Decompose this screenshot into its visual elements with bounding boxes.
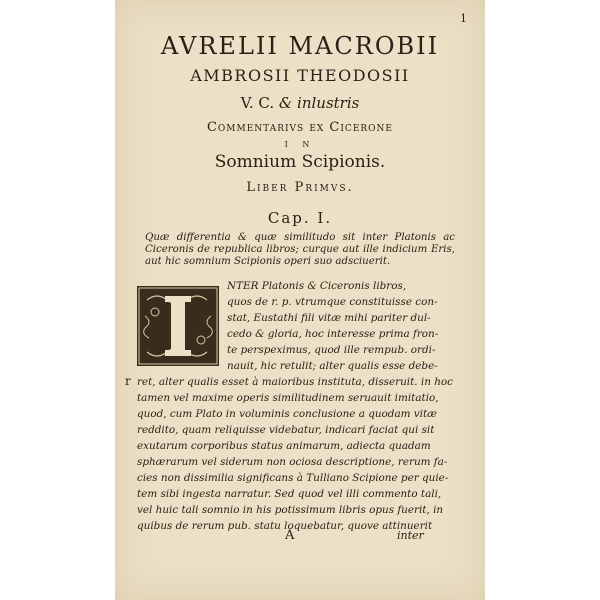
text-line: reddito, quam reliquisse videbatur, indicari faciat qui sit bbox=[137, 424, 435, 436]
decorated-initial-i-icon bbox=[137, 286, 219, 366]
title-line-work: Somnium Scipionis. bbox=[214, 152, 386, 172]
chapter-summary: Quæ differentia & quæ similitudo sit inter Platonis ac Ciceronis de republica libros; curque aut ille indicium Eris, aut hic somnium Scipionis operi suo adsciuerit. bbox=[145, 232, 455, 267]
title-line-name: AMBROSII THEODOSII bbox=[190, 66, 410, 85]
catchword: inter bbox=[397, 529, 424, 542]
book-heading: Liber Primvs. bbox=[246, 180, 354, 195]
text-line: vel huic tali somnio in his potissimum libris opus fuerit, in bbox=[137, 504, 444, 516]
text-line: NTER Platonis & Ciceronis libros, bbox=[227, 280, 407, 292]
chapter-heading: Cap. I. bbox=[267, 209, 333, 227]
text-line: quos de r. p. vtrumque constituisse con- bbox=[227, 296, 438, 308]
book-page bbox=[115, 0, 485, 600]
title-line-commentary: Commentarivs ex Cicerone bbox=[206, 120, 393, 135]
text-line: cies non dissimilia significans à Tulliano Scipione per quie- bbox=[137, 472, 449, 484]
text-line: ret, alter qualis esset à maioribus instituta, disseruit. in hoc bbox=[137, 376, 453, 388]
text-line: nauit, hic retulit; alter qualis esse debe- bbox=[227, 360, 438, 372]
text-line: quod, cum Plato in voluminis conclusione a quodam vitæ bbox=[137, 408, 437, 420]
text-line: stat, Eustathi fili vitæ mihi pariter dul- bbox=[227, 312, 431, 324]
text-line: tamen vel maxime operis similitudinem seruauit imitatio, bbox=[137, 392, 439, 404]
title-honorific-suffix: inlustris bbox=[297, 94, 360, 112]
text-line: sphærarum vel siderum non ociosa descriptione, rerum fa- bbox=[137, 456, 448, 468]
text-line: exutarum corporibus status animarum, adiecta quadam bbox=[137, 440, 431, 452]
text-line: te perspeximus, quod ille rempub. ordi- bbox=[227, 344, 436, 356]
text-line: cedo & gloria, hoc interesse prima fron- bbox=[227, 328, 439, 340]
title-line-in: I N bbox=[284, 140, 316, 149]
text-line: quibus de rerum pub. statu loquebatur, quove attinuerit bbox=[137, 520, 433, 532]
marginal-mark: r bbox=[125, 374, 131, 388]
title-line-author: AVRELII MACROBII bbox=[160, 32, 440, 60]
text-line: tem sibi ingesta narratur. Sed quod vel illi commento tali, bbox=[137, 488, 442, 500]
title-ampersand: & bbox=[278, 94, 293, 112]
title-honorific-prefix: V. C. bbox=[240, 94, 275, 112]
title-line-honorific bbox=[115, 94, 485, 112]
page-number: 1 bbox=[460, 12, 467, 25]
signature-mark: A bbox=[285, 528, 295, 543]
